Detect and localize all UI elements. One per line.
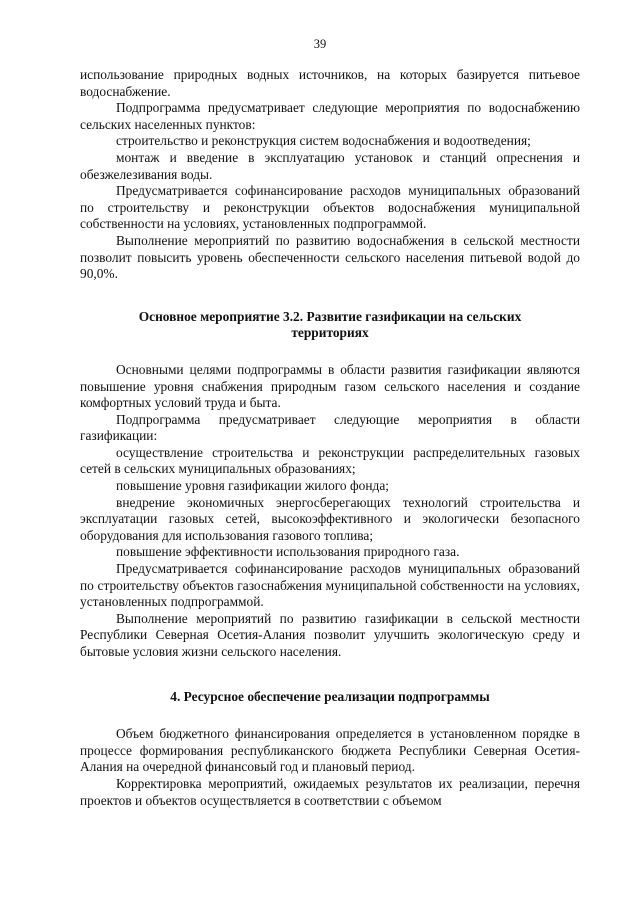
- list-item-gas-networks: осуществление строительства и реконструкции распределительных газовых сетей в сельских муниципальных образованиях;: [80, 444, 580, 477]
- paragraph-budget-financing: Объем бюджетного финансирования определяется в установленном порядке в процессе формирования республиканского бюджета Республики Северная Осетия-Алания на очередной финансовый год и плановый период.: [80, 726, 580, 775]
- list-item-housing-gasification: повышение уровня газификации жилого фонда;: [116, 478, 389, 494]
- section-heading-3-2: Основное мероприятие 3.2. Развитие газификации на сельских территориях: [138, 308, 522, 341]
- document-body: [80, 67, 580, 809]
- list-item-energy-saving: внедрение экономичных энергосберегающих технологий строительства и эксплуатации газовых сетей, высокоэффективного и экологически безопасного оборудования для использования газового топлива;: [80, 494, 580, 543]
- paragraph-adjustment: Корректировка мероприятий, ожидаемых результатов их реализации, перечня проектов и объектов осуществляется в соответствии с объемом: [80, 775, 580, 808]
- paragraph-water-outcome: Выполнение мероприятий по развитию водоснабжения в сельской местности позволит повысить уровень обеспеченности сельского населения питьевой водой до 90,0%.: [80, 232, 580, 282]
- paragraph-gas-cofinancing: Предусматривается софинансирование расходов муниципальных образований по строительству объектов газоснабжения муниципальной собственности на условиях, установленных подпрограммой.: [80, 561, 580, 610]
- section-heading-4: 4. Ресурсное обеспечение реализации подпрограммы: [170, 688, 490, 704]
- paragraph-water-measures-intro: Подпрограмма предусматривает следующие мероприятия по водоснабжению сельских населенных пунктов:: [80, 100, 580, 132]
- page-number: 39: [313, 37, 327, 51]
- paragraph-gas-goals: Основными целями подпрограммы в области развития газификации являются повышение уровня снабжения природным газом сельского населения и создание комфортных условий труда и быта.: [80, 361, 580, 411]
- paragraph-gas-outcome: Выполнение мероприятий по развитию газификации в сельской местности Республики Северная Осетия-Алания позволит улучшить экологическую среду и бытовые условия жизни сельского населения.: [80, 610, 580, 659]
- list-item-water-construction: строительство и реконструкция систем водоснабжения и водоотведения;: [116, 133, 531, 149]
- list-item-desalination: монтаж и введение в эксплуатацию установок и станций опреснения и обезжелезивания воды.: [80, 149, 580, 182]
- paragraph-water-cofinancing: Предусматривается софинансирование расходов муниципальных образований по строительству и реконструкции объектов водоснабжения муниципальной собственности на условиях, установленных подпрограммой.: [80, 183, 580, 232]
- paragraph-gas-measures-intro: Подпрограмма предусматривает следующие мероприятия в области газификации:: [80, 411, 580, 444]
- list-item-gas-efficiency: повышение эффективности использования природного газа.: [116, 544, 460, 560]
- paragraph-water-sources: использование природных водных источников, на которых базируется питьевое водоснабжение.: [80, 67, 580, 99]
